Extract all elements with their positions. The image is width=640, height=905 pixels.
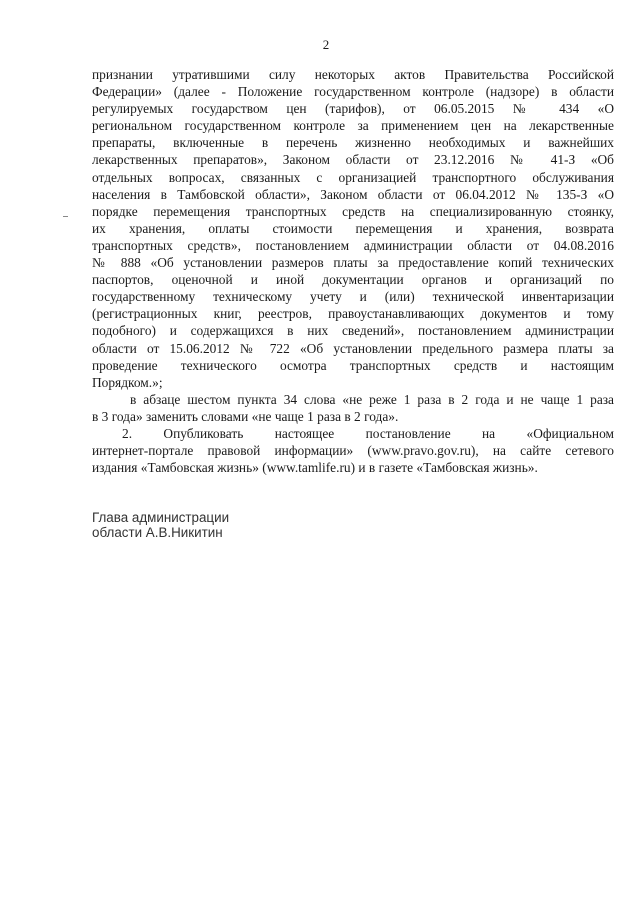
paragraph-line: в абзаце шестом пункта 34 слова «не реже 1 раза в 2 года и не чаще 1 раза [130, 391, 614, 407]
body-line: препараты, включенные в перечень жизненно необходимых и важнейших [92, 135, 614, 151]
page-number: 2 [322, 37, 330, 52]
signature-name: области А.В.Никитин [92, 525, 223, 540]
document-body [92, 66, 614, 476]
body-line: паспортов, оценочной и иной документации органов и организаций по [92, 272, 614, 288]
body-line: подобного) и содержащихся в них сведений», постановлением администрации [92, 323, 614, 339]
body-line: Порядком.»; [92, 374, 163, 390]
body-line: населения в Тамбовской области», Законом области от 06.04.2012 № 135-З «О [92, 186, 614, 202]
body-line: № 888 «Об установлении размеров платы за предоставление копий технических [92, 255, 614, 271]
body-line: порядке перемещения транспортных средств на специализированную стоянку, [92, 203, 614, 219]
body-line: их хранения, оплаты стоимости перемещения и хранения, возврата [92, 220, 614, 236]
body-line: транспортных средств», постановлением администрации области от 04.08.2016 [92, 237, 614, 253]
paragraph-line: интернет-портале правовой информации» (www.pravo.gov.ru), на сайте сетевого [92, 443, 614, 459]
paragraph-line: издания «Тамбовская жизнь» (www.tamlife.ru) и в газете «Тамбовская жизнь». [92, 460, 538, 476]
body-line: области от 15.06.2012 № 722 «Об установлении предельного размера платы за [92, 340, 614, 356]
paragraph-line: в 3 года» заменить словами «не чаще 1 раза в 2 года». [92, 408, 399, 424]
signature-block [92, 510, 229, 540]
body-line: признании утратившими силу некоторых актов Правительства Российской [92, 67, 614, 82]
body-line: отдельных вопросах, связанных с организацией транспортного обслуживания [92, 169, 614, 185]
margin-mark [63, 216, 68, 217]
body-line: государственному техническому учету и (или) технической инвентаризации [92, 289, 614, 305]
body-line: региональном государственном контроле за применением цен на лекарственные [92, 118, 614, 134]
body-line: (регистрационных книг, реестров, правоустанавливающих документов и тому [92, 306, 614, 322]
signature-title: Глава администрации [92, 510, 230, 525]
body-line: регулируемых государством цен (тарифов), от 06.05.2015 № 434 «О [92, 101, 614, 117]
body-line: Федерации» (далее - Положение государственном контроле (надзоре) в области [92, 84, 614, 100]
paragraph-line: 2. Опубликовать настоящее постановление на «Официальном [122, 425, 614, 441]
body-line: лекарственных препаратов», Законом области от 23.12.2016 № 41-З «Об [92, 152, 614, 168]
body-line: проведение технического осмотра транспортных средств и настоящим [92, 357, 614, 373]
